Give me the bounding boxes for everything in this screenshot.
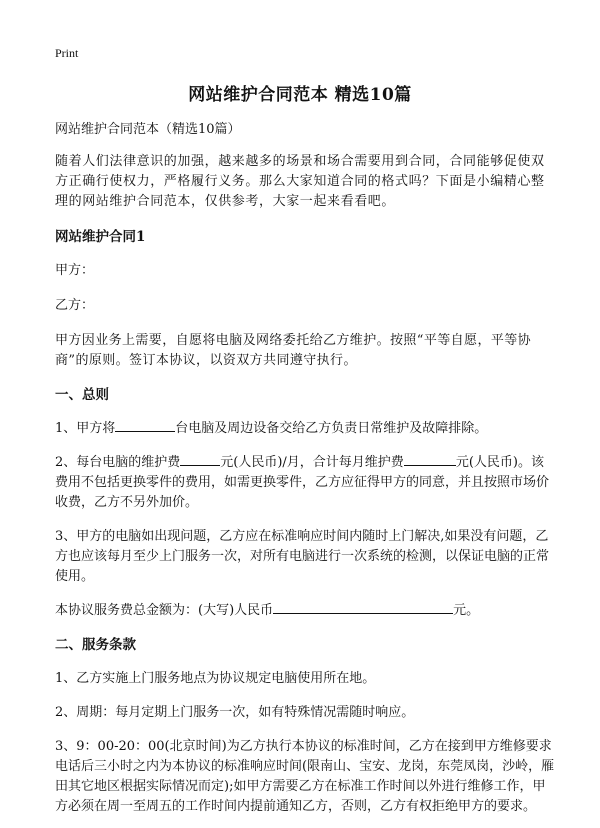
party-a-label: 甲方： [55,263,95,278]
s1-item1 [55,419,555,439]
s1-item2-part-c: 元(人民币)。该费用不包括更换零件的费用，如需更换零件，乙方应征得甲方的同意，并且按照市场价收费，乙方不另外加价。 [55,455,550,510]
blank-line [273,601,453,614]
section2-heading: 二、服务条款 [55,637,136,653]
blank-line [180,453,220,466]
section1-heading: 一、总则 [55,387,109,403]
preamble-paragraph: 甲方因业务上需要，自愿将电脑及网络委托给乙方维护。按照“平等自愿，平等协商”的原则。签订本协议，以资双方共同遵守执行。 [55,333,532,368]
total-suffix: 元。 [453,603,480,618]
s1-item1-prefix: 1、甲方将 [55,421,116,436]
s2-item3: 3、9：00-20：00(北京时间)为乙方执行本协议的标准时间，乙方在接到甲方维修要求电话后三小时之内为本协议的标准响应时间(限南山、宝安、龙岗，东莞凤岗，沙岭，雁田其它地区根据实际情况而定);如甲方需要乙方在标准工作时间以外进行维修工作，甲方必须在周一至周五的工作时间内提前通知乙方，否则，乙方有权拒绝甲方的要求。 [55,739,555,814]
contract-heading: 网站维护合同1 [55,229,146,245]
s1-item1-suffix: 台电脑及周边设备交给乙方负责日常维护及故障排除。 [175,421,488,436]
document-body [55,120,555,817]
print-link[interactable]: Print [55,46,79,60]
s1-item2-part-a: 2、每台电脑的维护费 [55,455,181,470]
s2-item2: 2、周期：每月定期上门服务一次，如有特殊情况需随时响应。 [55,705,415,720]
document-subtitle: 网站维护合同范本（精选10篇） [55,122,241,137]
intro-paragraph: 随着人们法律意识的加强，越来越多的场景和场合需要用到合同，合同能够促使双方正确行使权力，严格履行义务。那么大家知道合同的格式吗？下面是小编精心整理的网站维护合同范本，仅供参考，大家一起来看看吧。 [55,154,545,209]
s1-item2 [55,453,555,513]
document-title: 网站维护合同范本 精选10篇 [188,85,412,105]
blank-line [404,453,456,466]
s2-item1: 1、乙方实施上门服务地点为协议规定电脑使用所在地。 [55,671,376,686]
total-prefix: 本协议服务费总金额为：(大写)人民币 [55,603,274,618]
blank-line [115,419,175,432]
s1-item3: 3、甲方的电脑如出现问题，乙方应在标准响应时间内随时上门解决,如果没有问题，乙方也应该每月至少上门服务一次，对所有电脑进行一次系统的检测，以保证电脑的正常使用。 [55,529,550,584]
s1-item2-part-b: 元(人民币)/月，合计每月维护费 [220,455,404,470]
total-amount-line [55,601,555,621]
party-b-label: 乙方： [55,298,95,313]
